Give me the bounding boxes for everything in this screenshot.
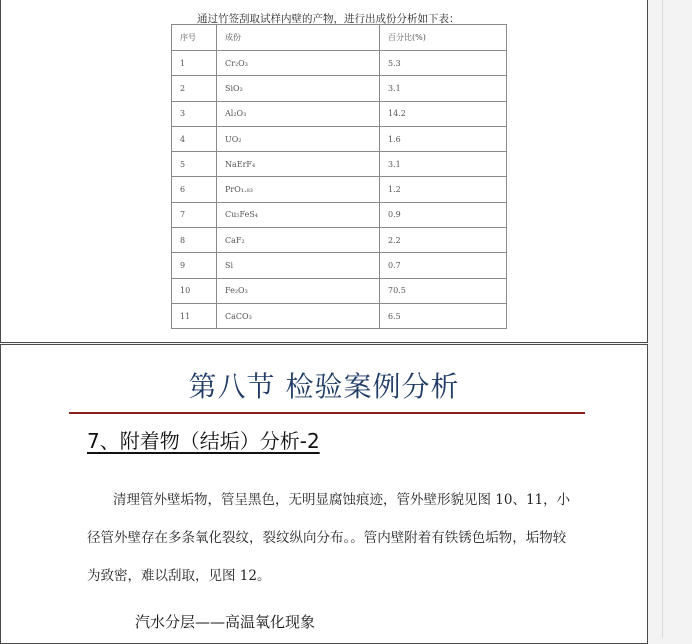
viewer-scroll-track[interactable] (662, 0, 663, 638)
row-percent: 5.3 (380, 51, 507, 76)
table-row (172, 177, 507, 202)
row-component: UO₂ (217, 126, 380, 151)
row-percent: 6.5 (380, 303, 507, 328)
row-index: 3 (172, 101, 217, 126)
row-component: Cu₅FeS₄ (217, 202, 380, 227)
row-component: CaF₂ (217, 228, 380, 253)
table-row (172, 278, 507, 303)
row-component: Al₂O₃ (217, 101, 380, 126)
table-row (172, 126, 507, 151)
row-percent: 3.1 (380, 152, 507, 177)
row-index: 2 (172, 76, 217, 101)
table-row (172, 76, 507, 101)
table-row (172, 51, 507, 76)
row-percent: 14.2 (380, 101, 507, 126)
row-percent: 0.7 (380, 253, 507, 278)
row-percent: 3.1 (380, 76, 507, 101)
row-index: 7 (172, 202, 217, 227)
row-index: 10 (172, 278, 217, 303)
table-row (172, 202, 507, 227)
row-percent: 1.2 (380, 177, 507, 202)
row-index: 5 (172, 152, 217, 177)
row-percent: 70.5 (380, 278, 507, 303)
composition-table (171, 24, 507, 329)
row-index: 4 (172, 126, 217, 151)
row-component: Si (217, 253, 380, 278)
row-component: NaErF₄ (217, 152, 380, 177)
slide-subtitle: 7、附着物（结垢）分析-2 (87, 429, 320, 453)
row-component: CaCO₃ (217, 303, 380, 328)
row-component: SiO₂ (217, 76, 380, 101)
row-index: 11 (172, 303, 217, 328)
table-row (172, 253, 507, 278)
title-divider (69, 412, 585, 414)
row-index: 8 (172, 228, 217, 253)
header-percent: 百分比(%) (380, 25, 507, 51)
section-title: 第八节 检验案例分析 (188, 370, 460, 403)
row-index: 6 (172, 177, 217, 202)
table-caption: 通过竹签刮取试样内壁的产物，进行出成份分析如下表： (197, 13, 460, 25)
row-index: 1 (172, 51, 217, 76)
slide-page-composition-table (0, 0, 648, 343)
slide-page-case-analysis (0, 344, 648, 644)
table-row (172, 152, 507, 177)
header-component: 成份 (217, 25, 380, 51)
row-index: 9 (172, 253, 217, 278)
table-row (172, 303, 507, 328)
table-row (172, 101, 507, 126)
row-component: Cr₂O₃ (217, 51, 380, 76)
row-percent: 2.2 (380, 228, 507, 253)
header-index: 序号 (172, 25, 217, 51)
row-component: Fe₂O₃ (217, 278, 380, 303)
row-component: PrO₁.₈₃ (217, 177, 380, 202)
row-percent: 0.9 (380, 202, 507, 227)
table-header-row (172, 25, 507, 51)
table-row (172, 228, 507, 253)
row-percent: 1.6 (380, 126, 507, 151)
note-line: 汽水分层——高温氧化现象 (135, 613, 316, 631)
body-paragraph: 清理管外壁垢物，管呈黑色，无明显腐蚀痕迹，管外壁形貌见图 10、11，小径管外壁存在多条氧化裂纹，裂纹纵向分布。。管内壁附着有铁锈色垢物，垢物较为致密，难以刮取，见图 12。 (87, 492, 571, 584)
